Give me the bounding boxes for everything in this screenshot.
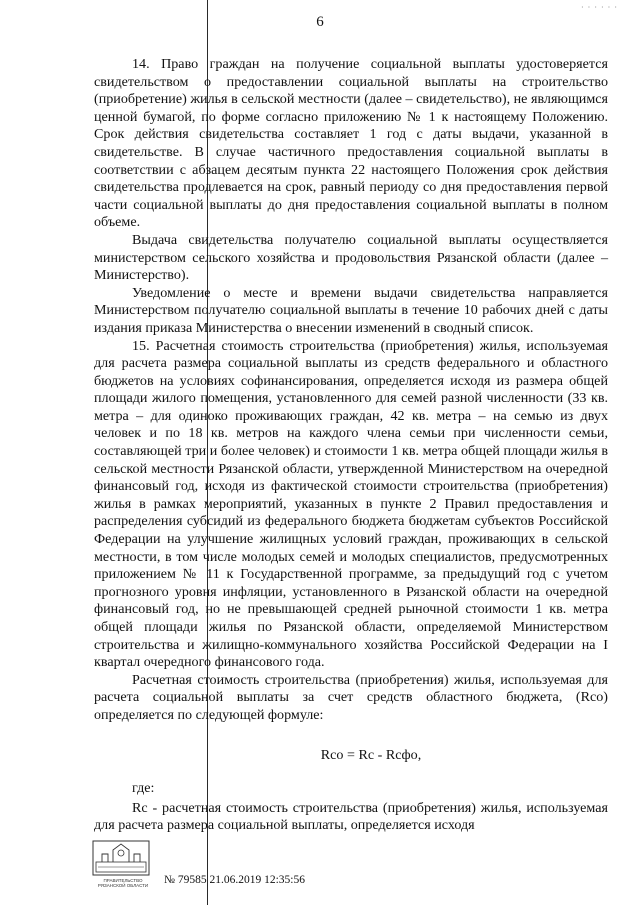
page-number: 6 [316, 14, 324, 30]
paragraph-15: 15. Расчетная стоимость строительства (приобретения) жилья, используемая для расчета размера социальной выплаты из средств федерального и областного бюджетов на условиях софинансирования, определяется исходя из размера общей площади жилого помещения, установленного для семей разной численности (33 кв. метра – для одиноко проживающих граждан, 42 кв. метра – на семью из двух человек и по 18 кв. метров на каждого члена семьи при численности семьи, составляющей три и более человек) и стоимости 1 кв. метра общей площади жилья в сельской местности Рязанской области, утвержденной Министерством на очередной финансовый год, исходя из фактической стоимости строительства (приобретения) жилья в рамках мероприятий, указанных в пункте 2 Правил предоставления и распределения субсидий из федерального бюджета бюджетам субъектов Российской Федерации на улучшение жилищных условий граждан, проживающих в сельской местности, в том числе молодых семей и молодых специалистов, предусмотренных приложением № 11 к Государственной программе, за предыдущий год с учетом прогнозного уровня инфляции, установленного в Рязанской области на очередной финансовый год, но не превышающей средней рыночной стоимости 1 кв. метра общей площади жилья по Рязанской области, определяемой Министерством строительства и жилищно-коммунального хозяйства Российской Федерации на I квартал очередного финансового года. [94, 337, 608, 671]
formula: Rco = Rc - Rcфо, [320, 746, 422, 763]
paragraph-regional-cost: Расчетная стоимость строительства (приобретения) жилья, используемая для расчета социальной выплаты за счет средств областного бюджета, (Rco) определяется по следующей формуле: [94, 671, 608, 723]
document-registration-stamp: № 79585 21.06.2019 12:35:56 [164, 874, 305, 886]
paragraph-issuance: Выдача свидетельства получателю социальной выплаты осуществляется министерством сельского хозяйства и продовольствия Рязанской области (далее – Министерство). [94, 231, 608, 284]
paragraph-notification: Уведомление о месте и времени выдачи свидетельства направляется Министерством получателю социальной выплаты в течение 10 рабочих дней с даты издания приказа Министерства о внесении изменений в сводный список. [94, 284, 608, 336]
corner-scan-mark: · · · · · · [581, 3, 618, 12]
government-emblem-icon [92, 840, 150, 876]
emblem-caption: ПРАВИТЕЛЬСТВО РЯЗАНСКОЙ ОБЛАСТИ [97, 878, 149, 888]
definition-rc: Rc - расчетная стоимость строительства (приобретения) жилья, используемая для расчета размера социальной выплаты, определяется исходя [94, 799, 608, 834]
document-body [94, 56, 608, 835]
paragraph-14: 14. Право граждан на получение социальной выплаты удостоверяется свидетельством о предоставлении социальной выплаты на строительство (приобретение) жилья в сельской местности (далее – свидетельство), не являющимся ценной бумагой, по форме согласно приложению № 1 к настоящему Положению. Срок действия свидетельства составляет 1 год с даты выдачи, указанной в свидетельстве. В случае частичного предоставления социальной выплаты в соответствии с абзацем десятым пункта 22 настоящего Положения срок действия свидетельства продлевается на срок, равный периоду со дня предоставления первой части социальной выплаты до дня предоставления социальной выплаты в полном объеме. [94, 56, 609, 231]
page-footer [92, 840, 612, 890]
where-label: где: [132, 780, 155, 797]
